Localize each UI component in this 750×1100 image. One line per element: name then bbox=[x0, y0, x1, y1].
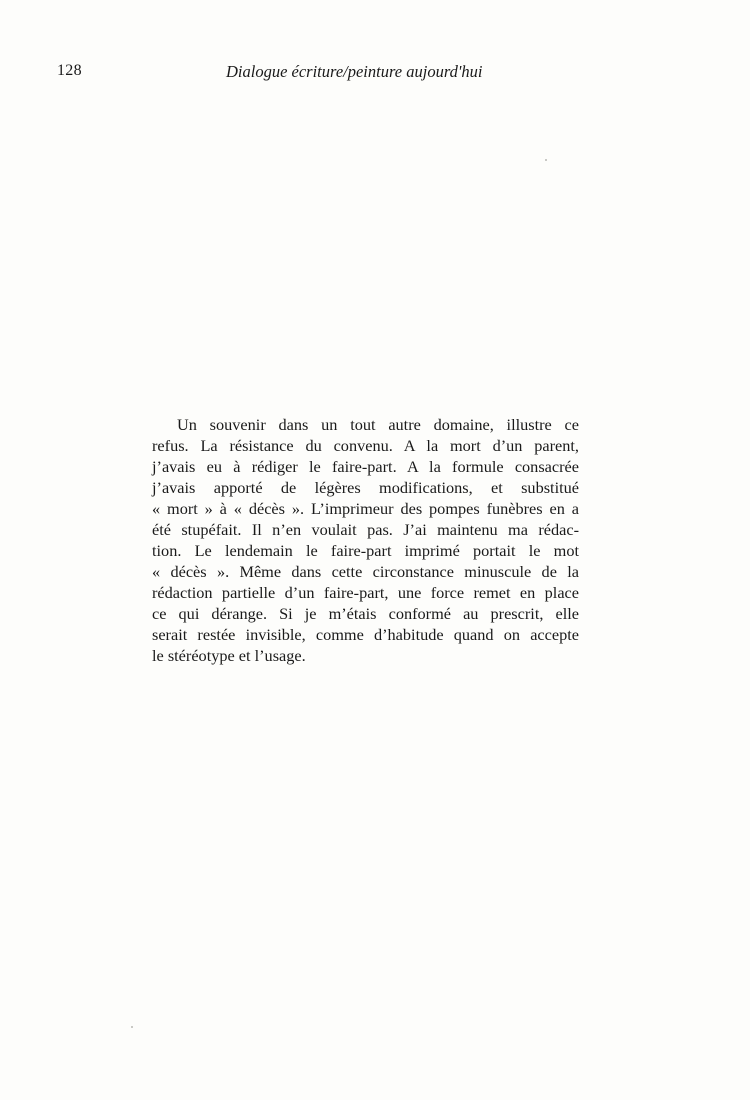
text-line: « décès ». Même dans cette circonstance minuscule de la bbox=[152, 562, 579, 581]
text-line: serait restée invisible, comme d’habitude quand on accepte bbox=[152, 625, 579, 644]
text-line: refus. La résistance du convenu. A la mort d’un parent, bbox=[152, 436, 579, 455]
paper-speck bbox=[545, 159, 547, 161]
text-line: Un souvenir dans un tout autre domaine, illustre ce bbox=[177, 415, 579, 434]
text-line: j’avais eu à rédiger le faire-part. A la formule consacrée bbox=[152, 457, 579, 476]
running-title: Dialogue écriture/peinture aujourd'hui bbox=[226, 62, 483, 81]
text-line: le stéréotype et l’usage. bbox=[152, 646, 306, 665]
text-line: rédaction partielle d’un faire-part, une force remet en place bbox=[152, 583, 579, 602]
text-line: j’avais apporté de légères modifications, et substitué bbox=[152, 478, 579, 497]
paper-speck bbox=[131, 1026, 133, 1028]
text-line: « mort » à « décès ». L’imprimeur des pompes funèbres en a bbox=[152, 499, 579, 518]
body-paragraph bbox=[152, 414, 579, 666]
running-head bbox=[57, 62, 567, 86]
text-line: ce qui dérange. Si je m’étais conformé au prescrit, elle bbox=[152, 604, 579, 623]
text-line: tion. Le lendemain le faire-part imprimé portait le mot bbox=[152, 541, 579, 560]
page-number: 128 bbox=[57, 62, 82, 79]
text-line: été stupéfait. Il n’en voulait pas. J’ai maintenu ma rédac- bbox=[152, 520, 579, 539]
